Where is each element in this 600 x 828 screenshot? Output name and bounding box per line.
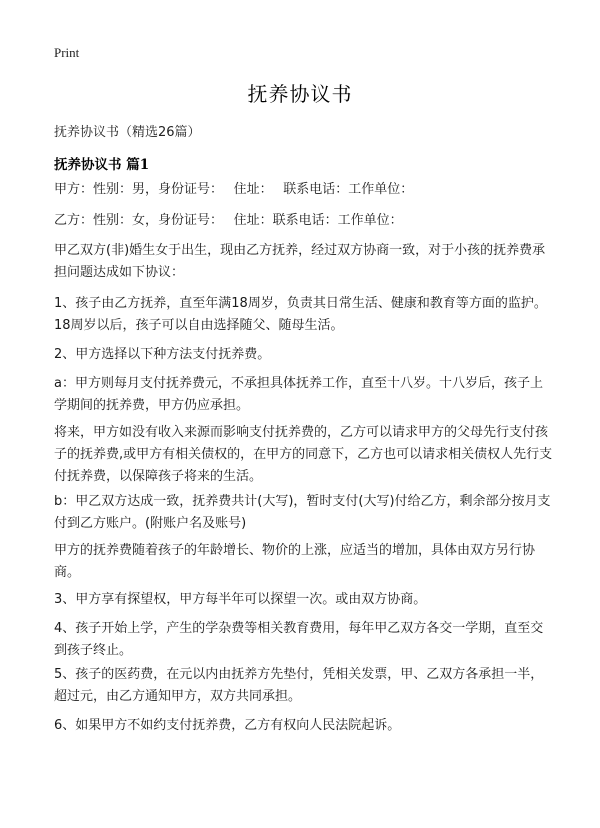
paragraph-clause-5: 5、孩子的医药费，在元以内由抚养方先垫付，凭相关发票，甲、乙双方各承担一半，超过元，由乙方通知甲方，双方共同承担。 bbox=[54, 667, 544, 704]
paragraph-option-b: b：甲乙双方达成一致，抚养费共计(大写)，暂时支付(大写)付给乙方，剩余部分按月支付到乙方账户。(附账户名及账号) bbox=[54, 494, 551, 531]
paragraph-future-support: 将来，甲方如没有收入来源而影响支付抚养费的，乙方可以请求甲方的父母先行支付孩子的抚养费,或甲方有相关债权的，在甲方的同意下，乙方也可以请求相关债权人先行支付抚养费，以保障孩子将来的生活。 bbox=[54, 425, 553, 484]
paragraph-party-b: 乙方：性别：女，身份证号： 住址：联系电话：工作单位： bbox=[54, 213, 403, 228]
paragraph-option-a: a：甲方则每月支付抚养费元，不承担具体抚养工作，直至十八岁。十八岁后，孩子上学期间的抚养费，甲方仍应承担。 bbox=[54, 376, 543, 413]
paragraph-increase: 甲方的抚养费随着孩子的年龄增长、物价的上涨，应适当的增加，具体由双方另行协商。 bbox=[54, 543, 536, 580]
paragraph-clause-2: 2、甲方选择以下种方法支付抚养费。 bbox=[54, 347, 271, 362]
paragraph-clause-3: 3、甲方享有探望权，甲方每半年可以探望一次。或由双方协商。 bbox=[54, 592, 427, 607]
paragraph-party-a: 甲方：性别：男，身份证号： 住址： 联系电话：工作单位： bbox=[54, 182, 414, 197]
section-heading: 抚养协议书 篇1 bbox=[54, 157, 150, 173]
paragraph-clause-1: 1、孩子由乙方抚养，直至年满18周岁，负责其日常生活、健康和教育等方面的监护。18周岁以后，孩子可以自由选择随父、随母生活。 bbox=[54, 296, 547, 333]
paragraph-clause-6: 6、如果甲方不如约支付抚养费，乙方有权向人民法院起诉。 bbox=[54, 718, 401, 733]
document-title: 抚养协议书 bbox=[247, 82, 353, 106]
print-label[interactable]: Print bbox=[54, 45, 80, 60]
paragraph-intro: 甲乙双方(非)婚生女于出生，现由乙方抚养，经过双方协商一致，对于小孩的抚养费承担问题达成如下协议： bbox=[54, 243, 546, 280]
paragraph-clause-4: 4、孩子开始上学，产生的学杂费等相关教育费用，每年甲乙双方各交一学期，直至交到孩子终止。 bbox=[54, 621, 544, 658]
document-subtitle: 抚养协议书（精选26篇） bbox=[54, 125, 201, 140]
